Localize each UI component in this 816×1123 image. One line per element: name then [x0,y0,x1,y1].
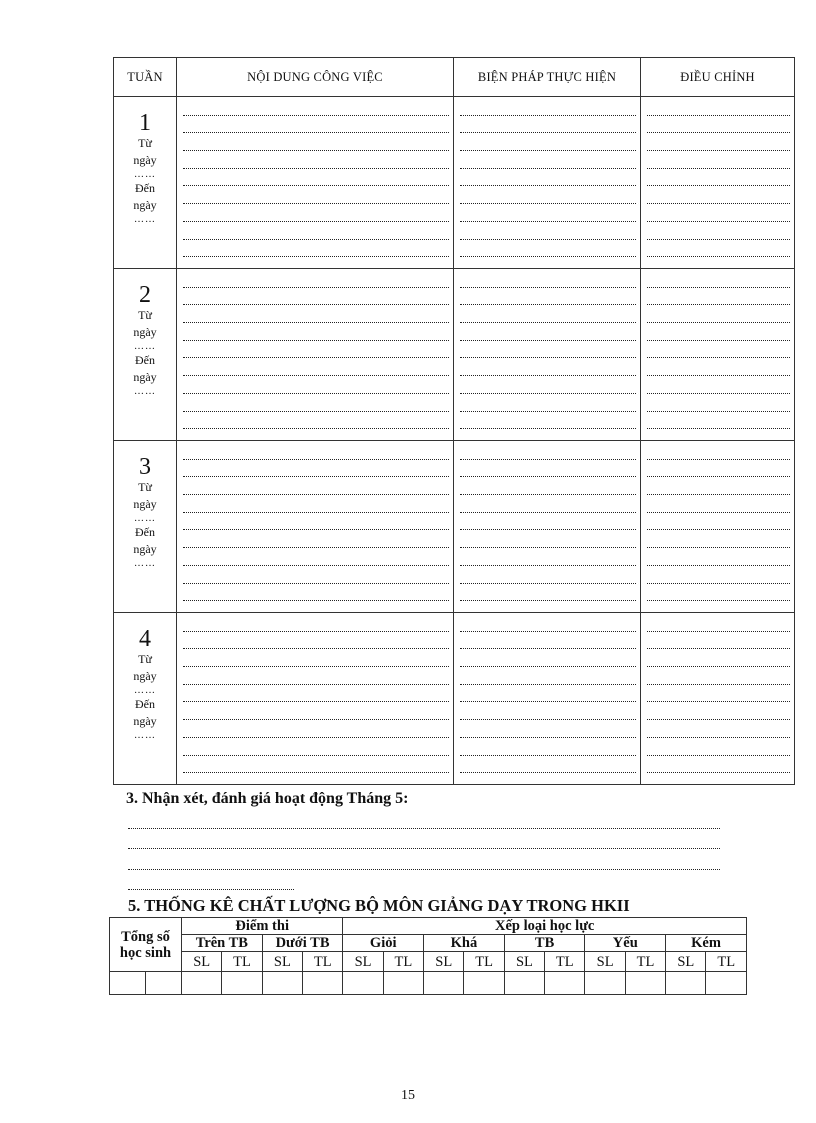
fill-line[interactable] [183,412,449,430]
fill-line[interactable] [183,169,449,187]
fill-line[interactable] [647,204,790,222]
fill-line[interactable] [183,667,449,685]
fill-line[interactable] [647,169,790,187]
sl-tl-row [110,952,747,972]
fill-line[interactable] [647,442,790,460]
fill-line[interactable] [647,649,790,667]
fill-line[interactable] [183,632,449,650]
fill-line[interactable] [460,222,636,240]
sl-header: SL [262,952,302,972]
sl-header: SL [182,952,222,972]
fill-line[interactable] [183,270,449,288]
adjustment-lines [641,97,795,269]
fill-line[interactable] [183,548,449,566]
header-measures: BIỆN PHÁP THỰC HIỆN [454,58,641,97]
week-number: 1 [139,110,151,136]
fill-line[interactable] [183,584,449,602]
week-number: 3 [139,454,151,480]
fill-line[interactable] [460,566,636,584]
fill-line[interactable] [647,614,790,632]
fill-line[interactable] [183,151,449,169]
fill-line[interactable] [460,477,636,495]
tl-header: TL [545,952,585,972]
adjustment-lines [641,441,795,613]
fill-line[interactable] [183,116,449,134]
above-avg-header: Trên TB [182,935,263,952]
weekly-plan-table [113,57,795,785]
from-label: Từ ngày [133,480,157,511]
fill-line[interactable] [647,341,790,359]
header-week: TUẦN [114,58,177,97]
grade-kha-header: Khá [424,935,505,952]
tl-header: TL [706,952,747,972]
fill-line[interactable] [460,632,636,650]
fill-line[interactable] [647,98,790,116]
adjustment-lines [641,613,795,785]
fill-line[interactable] [460,720,636,738]
sl-header: SL [666,952,706,972]
fill-line[interactable] [647,412,790,430]
fill-line[interactable] [647,240,790,258]
fill-line[interactable] [647,270,790,288]
fill-line[interactable] [460,270,636,288]
fill-line[interactable] [460,738,636,756]
fill-line[interactable] [183,358,449,376]
fill-line[interactable] [183,530,449,548]
fill-line[interactable] [128,808,720,829]
tl-header: TL [303,952,343,972]
fill-line[interactable] [183,614,449,632]
fill-line[interactable] [183,305,449,323]
grade-gioi-header: Giỏi [343,935,424,952]
fill-line[interactable] [647,667,790,685]
sl-header: SL [504,952,544,972]
fill-line[interactable] [128,849,720,870]
fill-line[interactable] [460,702,636,720]
sl-header: SL [585,952,625,972]
plan-header-row [114,58,795,97]
week-row [114,97,795,269]
to-blank: …… [134,730,156,741]
content-lines [177,441,454,613]
total-students-header: Tổng số học sinh [110,918,182,972]
fill-line[interactable] [647,548,790,566]
fill-line[interactable] [460,394,636,412]
fill-line[interactable] [183,133,449,151]
from-label: Từ ngày [133,136,157,167]
fill-line[interactable] [460,240,636,258]
fill-line[interactable] [647,702,790,720]
data-entry-row [110,972,747,995]
fill-line[interactable] [460,495,636,513]
week-cell [114,613,177,785]
fill-line[interactable] [647,116,790,134]
grade-kem-header: Kém [666,935,747,952]
data-cell[interactable] [383,972,423,995]
fill-line[interactable] [183,442,449,460]
fill-line[interactable] [183,222,449,240]
data-cell[interactable] [146,972,182,995]
tl-header: TL [383,952,423,972]
to-label: Đến ngày [133,697,157,728]
data-cell[interactable] [625,972,665,995]
fill-line[interactable] [460,186,636,204]
fill-line[interactable] [460,358,636,376]
fill-line[interactable] [647,151,790,169]
fill-line[interactable] [460,323,636,341]
fill-line[interactable] [647,376,790,394]
section-5-heading: 5. THỐNG KÊ CHẤT LƯỢNG BỘ MÔN GIẢNG DẠY TRONG HKII [128,896,630,915]
from-label: Từ ngày [133,308,157,339]
fill-line[interactable] [183,513,449,531]
fill-line[interactable] [647,305,790,323]
fill-line[interactable] [460,412,636,430]
tl-header: TL [625,952,665,972]
sl-header: SL [424,952,464,972]
page-number: 15 [401,1088,415,1103]
from-blank: …… [134,169,156,180]
to-label: Đến ngày [133,181,157,212]
adjustment-lines [641,269,795,441]
week-cell [114,269,177,441]
measures-lines [454,269,641,441]
fill-line[interactable] [647,323,790,341]
fill-line[interactable] [183,720,449,738]
data-cell[interactable] [464,972,504,995]
fill-line[interactable] [647,756,790,774]
fill-line[interactable] [647,133,790,151]
fill-line[interactable] [183,495,449,513]
fill-line[interactable] [460,116,636,134]
fill-line[interactable] [460,98,636,116]
fill-line[interactable] [647,685,790,703]
fill-line[interactable] [460,685,636,703]
tl-header: TL [464,952,504,972]
data-cell[interactable] [222,972,262,995]
section-3-heading: 3. Nhận xét, đánh giá hoạt động Tháng 5: [126,790,409,807]
fill-line[interactable] [647,513,790,531]
fill-line[interactable] [460,667,636,685]
fill-line[interactable] [647,186,790,204]
sl-header: SL [343,952,383,972]
fill-line[interactable] [647,632,790,650]
below-avg-header: Dưới TB [262,935,343,952]
to-blank: …… [134,558,156,569]
grade-tb-header: TB [504,935,585,952]
fill-line[interactable] [460,548,636,566]
fill-line[interactable] [183,738,449,756]
fill-line[interactable] [183,460,449,478]
week-row [114,441,795,613]
from-blank: …… [134,341,156,352]
fill-line[interactable] [647,460,790,478]
fill-line[interactable] [647,584,790,602]
tl-header: TL [222,952,262,972]
fill-line[interactable] [460,649,636,667]
section-3 [128,790,728,890]
to-label: Đến ngày [133,525,157,556]
fill-line[interactable] [460,756,636,774]
fill-line[interactable] [647,477,790,495]
fill-line[interactable] [460,513,636,531]
week-cell [114,97,177,269]
data-cell[interactable] [262,972,302,995]
fill-line[interactable] [183,204,449,222]
fill-line[interactable] [460,442,636,460]
fill-line[interactable] [460,288,636,306]
measures-lines [454,97,641,269]
fill-line[interactable] [647,495,790,513]
fill-line[interactable] [460,341,636,359]
fill-line[interactable] [183,341,449,359]
from-blank: …… [134,685,156,696]
fill-line[interactable] [460,151,636,169]
measures-lines [454,441,641,613]
fill-line[interactable] [460,305,636,323]
fill-line[interactable] [183,288,449,306]
fill-line[interactable] [647,288,790,306]
week-number: 4 [139,626,151,652]
data-cell[interactable] [424,972,464,995]
fill-line[interactable] [647,530,790,548]
to-label: Đến ngày [133,353,157,384]
content-lines [177,269,454,441]
fill-line[interactable] [183,685,449,703]
content-lines [177,613,454,785]
fill-line[interactable] [183,477,449,495]
fill-line[interactable] [183,394,449,412]
measures-lines [454,613,641,785]
data-cell[interactable] [504,972,544,995]
data-cell[interactable] [110,972,146,995]
classification-header: Xếp loại học lực [343,918,747,935]
fill-line[interactable] [460,460,636,478]
data-cell[interactable] [303,972,343,995]
header-content: NỘI DUNG CÔNG VIỆC [177,58,454,97]
fill-line[interactable] [183,649,449,667]
data-cell[interactable] [545,972,585,995]
fill-line[interactable] [460,204,636,222]
fill-line[interactable] [183,323,449,341]
data-cell[interactable] [182,972,222,995]
week-row [114,269,795,441]
fill-line[interactable] [460,614,636,632]
fill-line[interactable] [647,738,790,756]
week-row [114,613,795,785]
grade-yeu-header: Yếu [585,935,666,952]
to-blank: …… [134,214,156,225]
fill-line[interactable] [183,98,449,116]
fill-line[interactable] [183,240,449,258]
data-cell[interactable] [706,972,747,995]
from-blank: …… [134,513,156,524]
fill-line[interactable] [647,394,790,412]
fill-line[interactable] [647,566,790,584]
fill-line[interactable] [460,169,636,187]
data-cell[interactable] [666,972,706,995]
fill-line[interactable] [460,376,636,394]
fill-line[interactable] [183,702,449,720]
from-label: Từ ngày [133,652,157,683]
fill-line[interactable] [128,829,720,850]
fill-line[interactable] [647,358,790,376]
exam-score-header: Điểm thi [182,918,343,935]
week-number: 2 [139,282,151,308]
fill-line[interactable] [647,222,790,240]
fill-line[interactable] [183,566,449,584]
week-cell [114,441,177,613]
fill-line[interactable] [183,756,449,774]
fill-line[interactable] [460,530,636,548]
fill-line[interactable] [460,133,636,151]
fill-line[interactable] [183,186,449,204]
data-cell[interactable] [585,972,625,995]
fill-line[interactable] [128,870,294,891]
header-adjustment: ĐIỀU CHỈNH [641,58,795,97]
fill-line[interactable] [460,584,636,602]
content-lines [177,97,454,269]
fill-line[interactable] [647,720,790,738]
fill-line[interactable] [183,376,449,394]
data-cell[interactable] [343,972,383,995]
to-blank: …… [134,386,156,397]
quality-stats-table [109,917,747,995]
